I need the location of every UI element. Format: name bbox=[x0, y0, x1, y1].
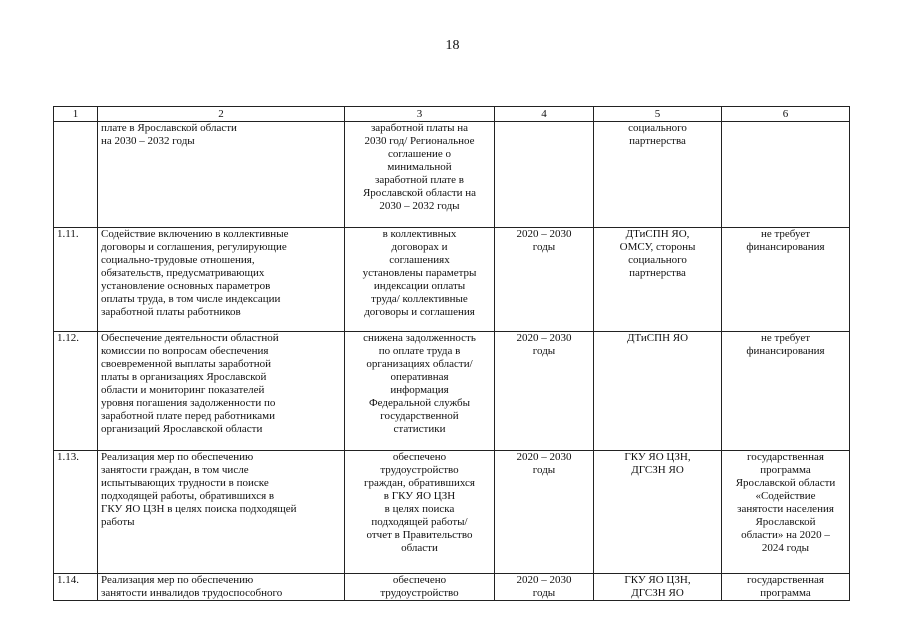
responsible-executors-cell bbox=[594, 122, 722, 228]
expected-result-line: индексации оплаты bbox=[373, 280, 466, 292]
expected-result-line: граждан, обратившихся bbox=[364, 477, 475, 489]
responsible-executors-line: ГКУ ЯО ЦЗН, bbox=[624, 574, 691, 586]
expected-result-line: труда/ коллективные bbox=[371, 293, 468, 305]
expected-result-line: отчет в Правительство bbox=[366, 529, 473, 541]
measure-description-line: Реализация мер по обеспечению bbox=[101, 574, 254, 586]
implementation-period-line: годы bbox=[532, 345, 556, 357]
responsible-executors-line: социального bbox=[628, 254, 687, 266]
table-row bbox=[54, 451, 850, 574]
implementation-period-line: 2020 – 2030 bbox=[516, 228, 572, 240]
expected-result-line: договоры и соглашения bbox=[364, 306, 475, 318]
header-cell-2: 2 bbox=[98, 107, 345, 122]
header-cell-1: 1 bbox=[54, 107, 98, 122]
expected-result-cell bbox=[345, 122, 495, 228]
responsible-executors-line: социального bbox=[628, 122, 687, 134]
implementation-period-cell bbox=[495, 122, 594, 228]
responsible-executors-line: партнерства bbox=[629, 267, 686, 279]
financing-source-cell bbox=[722, 332, 850, 451]
measure-description-cell bbox=[98, 332, 345, 451]
measure-description-line: заработной плате перед работниками bbox=[101, 410, 275, 422]
measure-description-line: уровня погашения задолженности по bbox=[101, 397, 276, 409]
financing-source-line: финансирования bbox=[746, 345, 825, 357]
table-row bbox=[54, 332, 850, 451]
expected-result-line: соглашение о bbox=[388, 148, 451, 160]
measure-description-cell bbox=[98, 451, 345, 574]
expected-result-line: 2030 год/ Региональное bbox=[364, 135, 475, 147]
measure-description-line: испытывающих трудности в поиске bbox=[101, 477, 269, 489]
measure-description-line: на 2030 – 2032 годы bbox=[101, 135, 195, 147]
responsible-executors-line: ДГСЗН ЯО bbox=[631, 587, 684, 599]
expected-result-line: заработной плате в bbox=[375, 174, 464, 186]
expected-result-line: обеспечено bbox=[392, 451, 447, 463]
header-cell-3: 3 bbox=[345, 107, 495, 122]
financing-source-line: Ярославской области bbox=[735, 477, 836, 489]
measure-description-line: платы в организациях Ярославской bbox=[101, 371, 267, 383]
expected-result-line: обеспечено bbox=[392, 574, 447, 586]
expected-result-line: в ГКУ ЯО ЦЗН bbox=[383, 490, 456, 502]
expected-result-line: организациях области/ bbox=[366, 358, 473, 370]
measure-description-line: работы bbox=[101, 516, 135, 528]
financing-source-line: Ярославской bbox=[755, 516, 816, 528]
table-row bbox=[54, 228, 850, 332]
expected-result-line: соглашениях bbox=[389, 254, 450, 266]
expected-result-line: снижена задолженность bbox=[363, 332, 476, 344]
responsible-executors-cell bbox=[594, 451, 722, 574]
measure-description-line: занятости инвалидов трудоспособного bbox=[101, 587, 283, 599]
financing-source-line: занятости населения bbox=[737, 503, 834, 515]
expected-result-line: договорах и bbox=[391, 241, 448, 253]
header-cell-4: 4 bbox=[495, 107, 594, 122]
expected-result-cell bbox=[345, 228, 495, 332]
implementation-period-cell bbox=[495, 451, 594, 574]
implementation-period-cell bbox=[495, 332, 594, 451]
expected-result-line: минимальной bbox=[387, 161, 452, 173]
item-number-cell: 1.11. bbox=[54, 228, 98, 332]
expected-result-line: государственной bbox=[380, 410, 459, 422]
measure-description-line: Содействие включению в коллективные bbox=[101, 228, 289, 240]
item-number-cell: 1.14. bbox=[54, 574, 98, 601]
item-number-cell: 1.13. bbox=[54, 451, 98, 574]
financing-source-line: государственная bbox=[747, 451, 824, 463]
financing-source-line: финансирования bbox=[746, 241, 825, 253]
implementation-period-cell bbox=[495, 574, 594, 601]
table-row bbox=[54, 122, 850, 228]
implementation-period-line: годы bbox=[532, 587, 556, 599]
measure-description-line: обязательств, предусматривающих bbox=[101, 267, 265, 279]
expected-result-line: статистики bbox=[393, 423, 446, 435]
financing-source-cell bbox=[722, 451, 850, 574]
measure-description-line: области и мониторинг показателей bbox=[101, 384, 265, 396]
implementation-period-line: годы bbox=[532, 241, 556, 253]
financing-source-line: «Содействие bbox=[755, 490, 816, 502]
financing-source-line: не требует bbox=[760, 332, 811, 344]
plan-table bbox=[53, 106, 850, 601]
measure-description-line: социально-трудовые отношения, bbox=[101, 254, 255, 266]
measure-description-line: занятости граждан, в том числе bbox=[101, 464, 249, 476]
header-cell-5: 5 bbox=[594, 107, 722, 122]
responsible-executors-line: ГКУ ЯО ЦЗН, bbox=[624, 451, 691, 463]
expected-result-line: информация bbox=[390, 384, 449, 396]
financing-source-line: программа bbox=[760, 464, 811, 476]
implementation-period-line: 2020 – 2030 bbox=[516, 332, 572, 344]
measure-description-line: оплаты труда, в том числе индексации bbox=[101, 293, 281, 305]
measure-description-line: подходящей работы, обратившихся в bbox=[101, 490, 275, 502]
implementation-period-line: 2020 – 2030 bbox=[516, 451, 572, 463]
expected-result-cell bbox=[345, 332, 495, 451]
expected-result-line: по оплате труда в bbox=[378, 345, 461, 357]
measure-description-cell bbox=[98, 122, 345, 228]
financing-source-line: 2024 годы bbox=[761, 542, 810, 554]
measure-description-line: организаций Ярославской области bbox=[101, 423, 263, 435]
measure-description-cell bbox=[98, 574, 345, 601]
header-row bbox=[54, 107, 850, 122]
financing-source-line: не требует bbox=[760, 228, 811, 240]
measure-description-line: своевременной выплаты заработной bbox=[101, 358, 271, 370]
expected-result-line: 2030 – 2032 годы bbox=[379, 200, 460, 212]
expected-result-line: в целях поиска bbox=[384, 503, 455, 515]
financing-source-line: программа bbox=[760, 587, 811, 599]
expected-result-line: заработной платы на bbox=[370, 122, 469, 134]
measure-description-line: заработной платы работников bbox=[101, 306, 241, 318]
header-cell-6: 6 bbox=[722, 107, 850, 122]
expected-result-cell bbox=[345, 451, 495, 574]
financing-source-line: государственная bbox=[747, 574, 824, 586]
measure-description-cell bbox=[98, 228, 345, 332]
measure-description-line: комиссии по вопросам обеспечения bbox=[101, 345, 269, 357]
measure-description-line: Реализация мер по обеспечению bbox=[101, 451, 254, 463]
measure-description-line: установление основных параметров bbox=[101, 280, 271, 292]
expected-result-line: трудоустройство bbox=[380, 587, 459, 599]
expected-result-line: оперативная bbox=[390, 371, 449, 383]
financing-source-cell bbox=[722, 574, 850, 601]
table-row bbox=[54, 574, 850, 601]
implementation-period-line: годы bbox=[532, 464, 556, 476]
responsible-executors-cell bbox=[594, 228, 722, 332]
expected-result-line: Федеральной службы bbox=[368, 397, 471, 409]
responsible-executors-line: ОМСУ, стороны bbox=[619, 241, 696, 253]
financing-source-line: области» на 2020 – bbox=[741, 529, 830, 541]
measure-description-line: ГКУ ЯО ЦЗН в целях поиска подходящей bbox=[101, 503, 297, 515]
expected-result-line: установлены параметры bbox=[362, 267, 477, 279]
expected-result-line: подходящей работы/ bbox=[371, 516, 468, 528]
responsible-executors-line: ДГСЗН ЯО bbox=[631, 464, 684, 476]
item-number-cell bbox=[54, 122, 98, 228]
financing-source-cell bbox=[722, 122, 850, 228]
measure-description-line: плате в Ярославской области bbox=[101, 122, 237, 134]
implementation-period-line: 2020 – 2030 bbox=[516, 574, 572, 586]
expected-result-line: области bbox=[401, 542, 438, 554]
item-number-cell: 1.12. bbox=[54, 332, 98, 451]
measure-description-line: договоры и соглашения, регулирующие bbox=[101, 241, 287, 253]
expected-result-line: в коллективных bbox=[382, 228, 457, 240]
expected-result-line: трудоустройство bbox=[380, 464, 459, 476]
responsible-executors-cell bbox=[594, 332, 722, 451]
page-number: 18 bbox=[445, 38, 460, 53]
measure-description-line: Обеспечение деятельности областной bbox=[101, 332, 279, 344]
responsible-executors-cell bbox=[594, 574, 722, 601]
responsible-executors-line: ДТиСПН ЯО bbox=[626, 332, 689, 344]
expected-result-line: Ярославской области на bbox=[362, 187, 477, 199]
implementation-period-cell bbox=[495, 228, 594, 332]
responsible-executors-line: партнерства bbox=[629, 135, 686, 147]
responsible-executors-line: ДТиСПН ЯО, bbox=[625, 228, 690, 240]
financing-source-cell bbox=[722, 228, 850, 332]
expected-result-cell bbox=[345, 574, 495, 601]
